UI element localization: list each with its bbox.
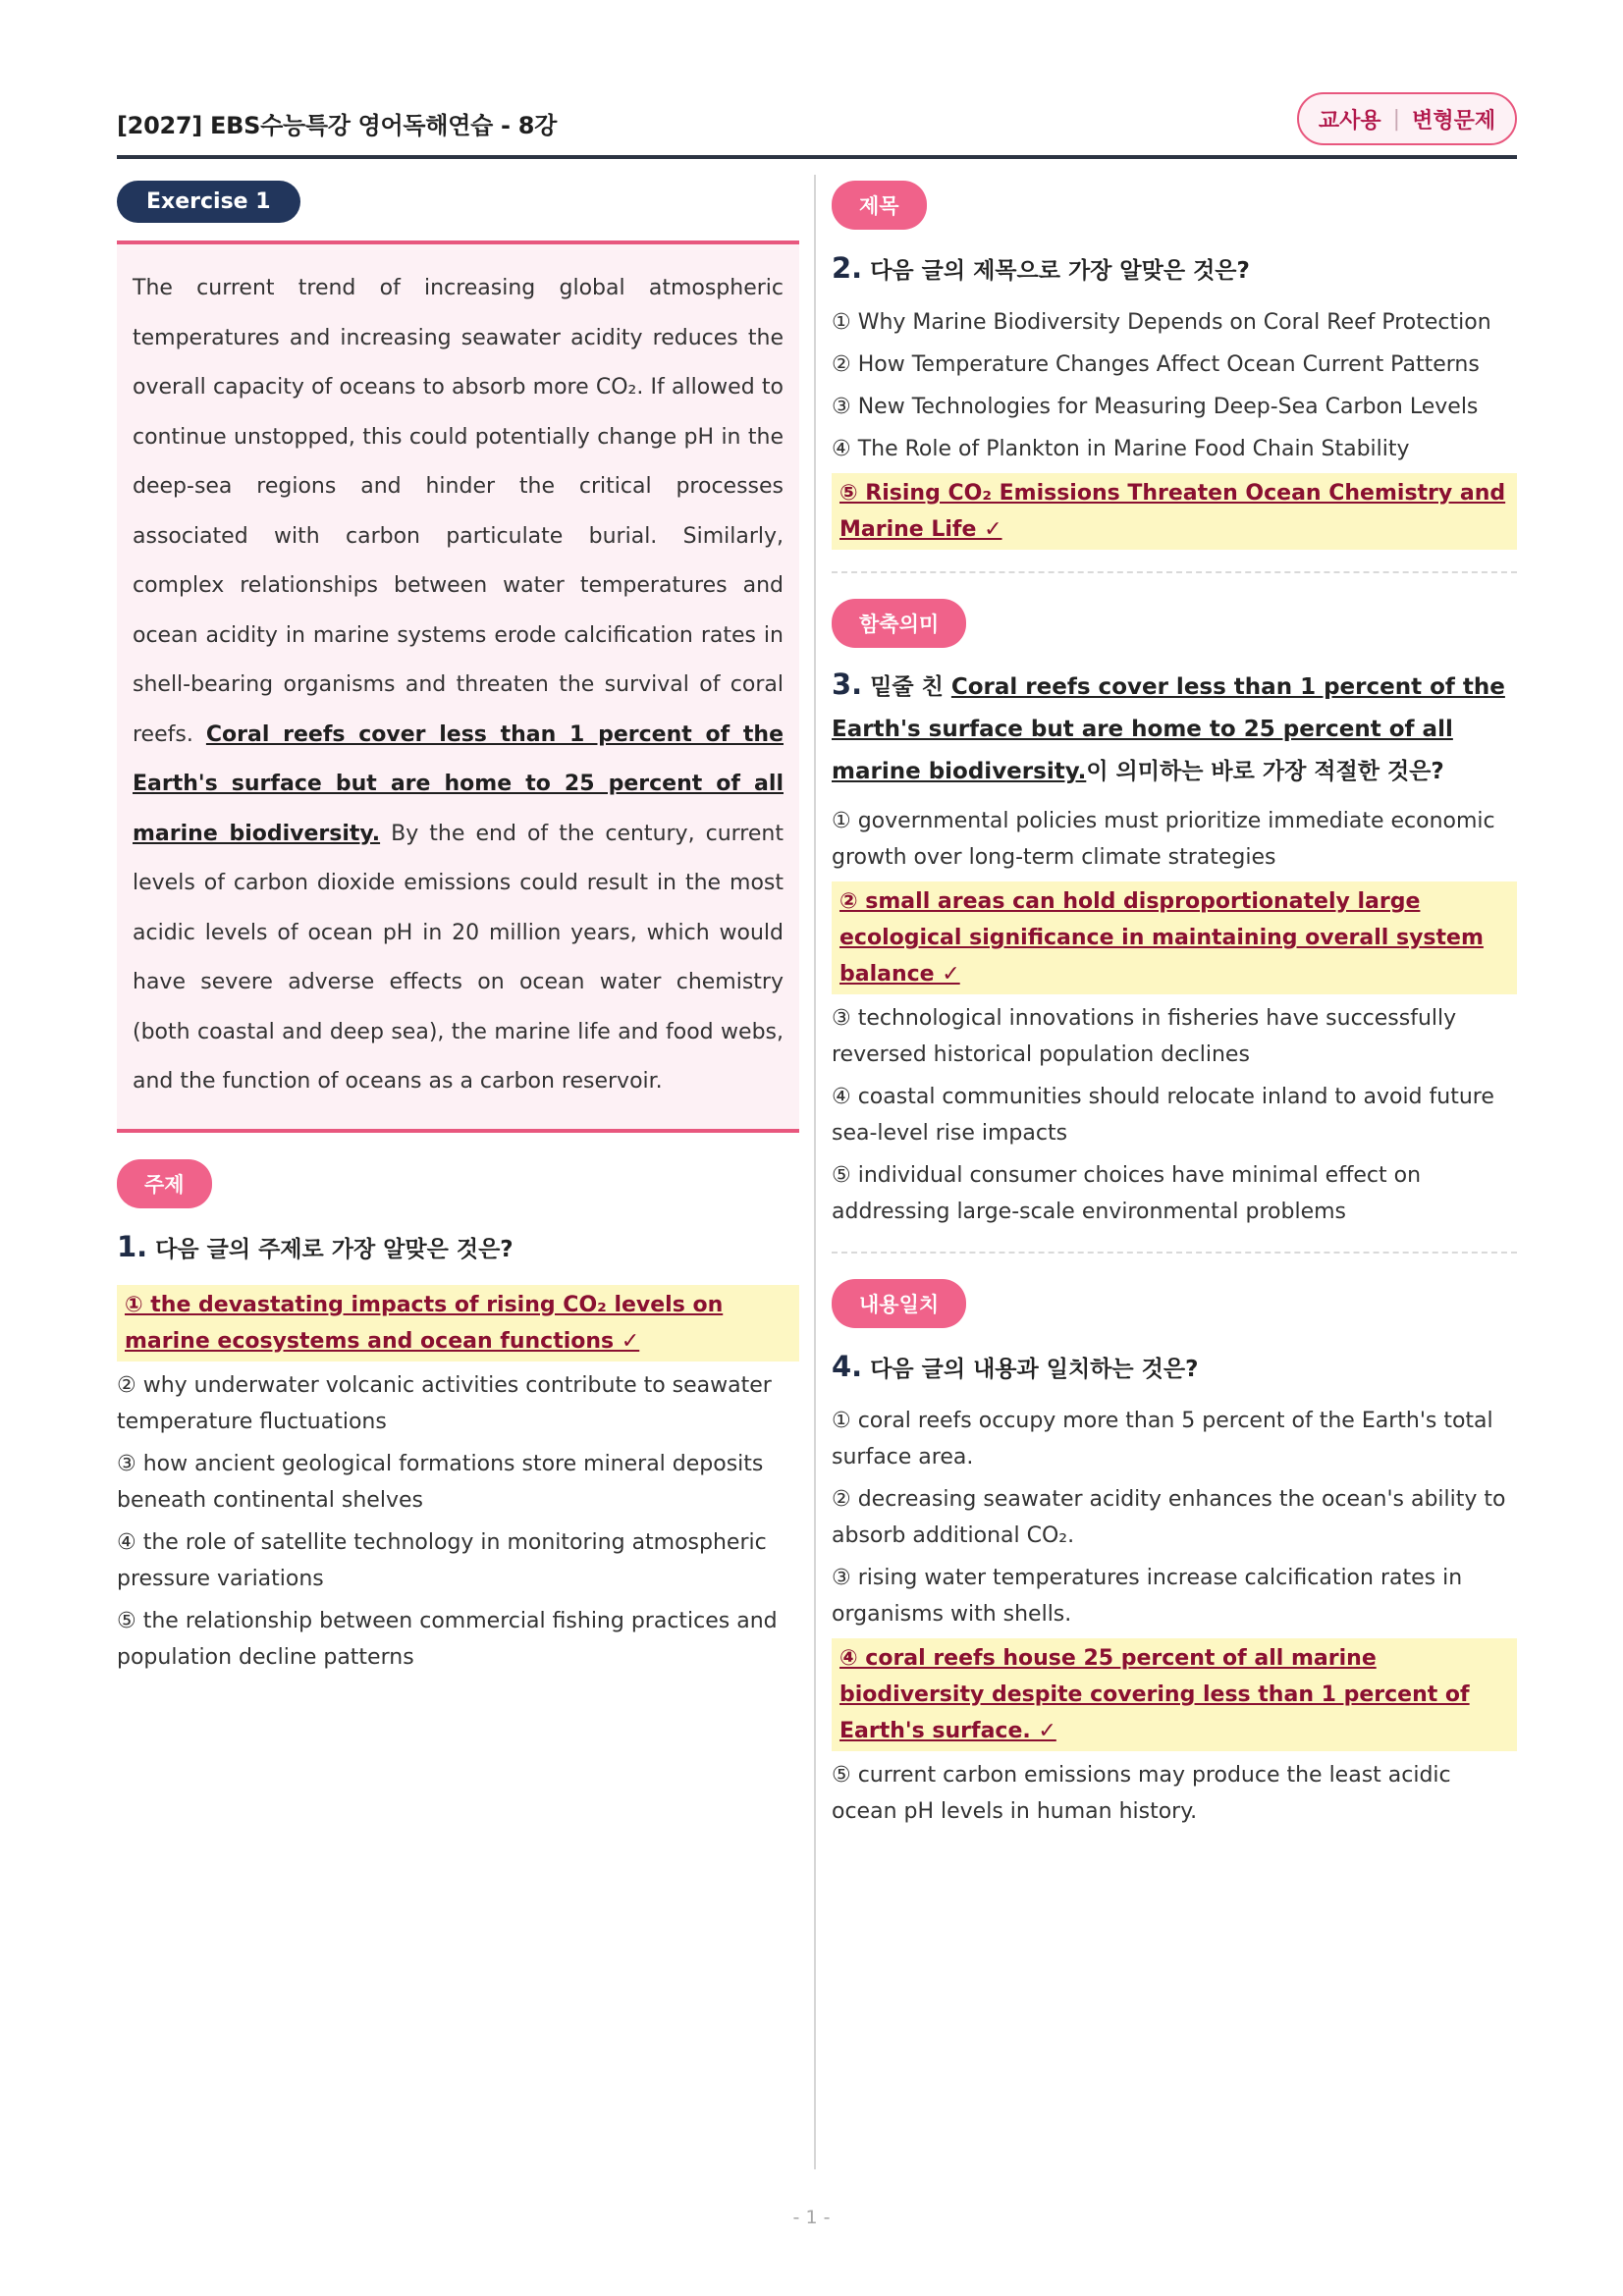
question-3-option-2[interactable]: ② small areas can hold disproportionately large ecological significance in maintaining overall system balance ✓: [832, 881, 1517, 994]
question-3-prefix: 밑줄 친: [870, 674, 951, 700]
question-3-suffix: 이 의미하는 바로 가장 적절한 것은?: [1086, 759, 1444, 784]
question-2: [832, 181, 1517, 550]
question-1-option-4[interactable]: ④ the role of satellite technology in monitoring atmospheric pressure variations: [117, 1529, 767, 1591]
exercise-label: Exercise 1: [117, 181, 300, 223]
question-3-option-3[interactable]: ③ technological innovations in fisheries have successfully reversed historical population declines: [832, 1006, 1457, 1067]
question-3: [832, 599, 1517, 1230]
teacher-version-badge: [1297, 92, 1517, 145]
column-divider: [814, 175, 816, 2169]
question-4-prompt: [832, 1346, 1517, 1391]
question-2-prompt: [832, 247, 1517, 293]
question-4-option-2[interactable]: ② decreasing seawater acidity enhances the ocean's ability to absorb additional CO₂.: [832, 1487, 1506, 1548]
header-divider: [117, 155, 1517, 159]
badge-separator: |: [1392, 106, 1401, 132]
question-1-option-2[interactable]: ② why underwater volcanic activities contribute to seawater temperature fluctuations: [117, 1372, 772, 1434]
badge-variant-label: 변형문제: [1412, 108, 1496, 133]
passage-underlined-sentence: Coral reefs cover less than 1 percent of the Earth's surface but are home to 25 percent of all marine biodiversity.: [133, 721, 784, 846]
section-divider: [832, 1252, 1517, 1254]
passage-text-before: The current trend of increasing global atmospheric temperatures and increasing seawater acidity reduces the overall capacity of oceans to absorb more CO₂. If allowed to continue unstopped, this could potentially change pH in the deep-sea regions and hinder the critical processes associated with carbon particulate burial. Similarly, complex relationships between water temperatures and ocean acidity in marine systems erode calcification rates in shell-bearing organisms and threaten the survival of coral reefs.: [133, 276, 784, 747]
passage-text: [133, 264, 784, 1107]
question-4-option-1[interactable]: ① coral reefs occupy more than 5 percent of the Earth's total surface area.: [832, 1409, 1493, 1469]
question-1: [117, 1159, 799, 1676]
question-2-number: 2.: [832, 251, 863, 285]
question-3-option-5[interactable]: ⑤ individual consumer choices have minimal effect on addressing large-scale environmental problems: [832, 1163, 1422, 1224]
question-4-option-5[interactable]: ⑤ current carbon emissions may produce the least acidic ocean pH levels in human history.: [832, 1763, 1451, 1824]
question-3-prompt: [832, 664, 1517, 793]
question-4-text: 다음 글의 내용과 일치하는 것은?: [870, 1357, 1199, 1382]
document-title: [2027] EBS수능특강 영어독해연습 - 8강: [117, 112, 558, 139]
question-1-option-5[interactable]: ⑤ the relationship between commercial fishing practices and population decline patterns: [117, 1608, 778, 1670]
question-4-number: 4.: [832, 1350, 863, 1383]
question-3-tag: 함축의미: [832, 599, 966, 648]
question-1-option-3[interactable]: ③ how ancient geological formations store mineral deposits beneath continental shelves: [117, 1451, 764, 1513]
badge-teacher-label: 교사용: [1318, 108, 1381, 133]
question-1-option-1[interactable]: ① the devastating impacts of rising CO₂ levels on marine ecosystems and ocean functions ✓: [117, 1285, 799, 1362]
question-2-tag: 제목: [832, 181, 927, 230]
question-4: [832, 1279, 1517, 1830]
question-4-tag: 내용일치: [832, 1279, 966, 1328]
question-2-option-5[interactable]: ⑤ Rising CO₂ Emissions Threaten Ocean Chemistry and Marine Life ✓: [832, 473, 1517, 550]
question-1-prompt: [117, 1226, 799, 1271]
right-column: [832, 181, 1517, 1830]
question-2-option-3[interactable]: ③ New Technologies for Measuring Deep-Sea Carbon Levels: [832, 395, 1479, 419]
question-2-option-4[interactable]: ④ The Role of Plankton in Marine Food Chain Stability: [832, 437, 1410, 461]
passage-text-after: By the end of the century, current levels of carbon dioxide emissions could result in the most acidic levels of ocean pH in 20 million years, which would have severe adverse effects on ocean water chemistry (both coastal and deep sea), the marine life and food webs, and the function of oceans as a carbon reservoir.: [133, 821, 784, 1094]
reading-passage: [117, 240, 799, 1133]
question-3-underlined: Coral reefs cover less than 1 percent of the Earth's surface but are home to 25 percent of all marine biodiversity.: [832, 674, 1505, 784]
question-1-tag: 주제: [117, 1159, 212, 1208]
question-3-number: 3.: [832, 667, 863, 701]
question-3-option-4[interactable]: ④ coastal communities should relocate inland to avoid future sea-level rise impacts: [832, 1085, 1494, 1146]
question-4-option-3[interactable]: ③ rising water temperatures increase calcification rates in organisms with shells.: [832, 1566, 1463, 1627]
question-2-option-1[interactable]: ① Why Marine Biodiversity Depends on Coral Reef Protection: [832, 310, 1491, 335]
left-column: [117, 181, 799, 1676]
question-4-option-4[interactable]: ④ coral reefs house 25 percent of all marine biodiversity despite covering less than 1 percent of Earth's surface. ✓: [832, 1638, 1517, 1751]
page-header: [117, 92, 1517, 161]
question-1-number: 1.: [117, 1229, 148, 1263]
section-divider: [832, 571, 1517, 573]
page-number: - 1 -: [792, 2207, 831, 2228]
question-1-text: 다음 글의 주제로 가장 알맞은 것은?: [155, 1236, 514, 1262]
question-2-option-2[interactable]: ② How Temperature Changes Affect Ocean Current Patterns: [832, 352, 1480, 377]
question-2-text: 다음 글의 제목으로 가장 알맞은 것은?: [870, 258, 1250, 284]
question-3-option-1[interactable]: ① governmental policies must prioritize immediate economic growth over long-term climate strategies: [832, 809, 1495, 870]
